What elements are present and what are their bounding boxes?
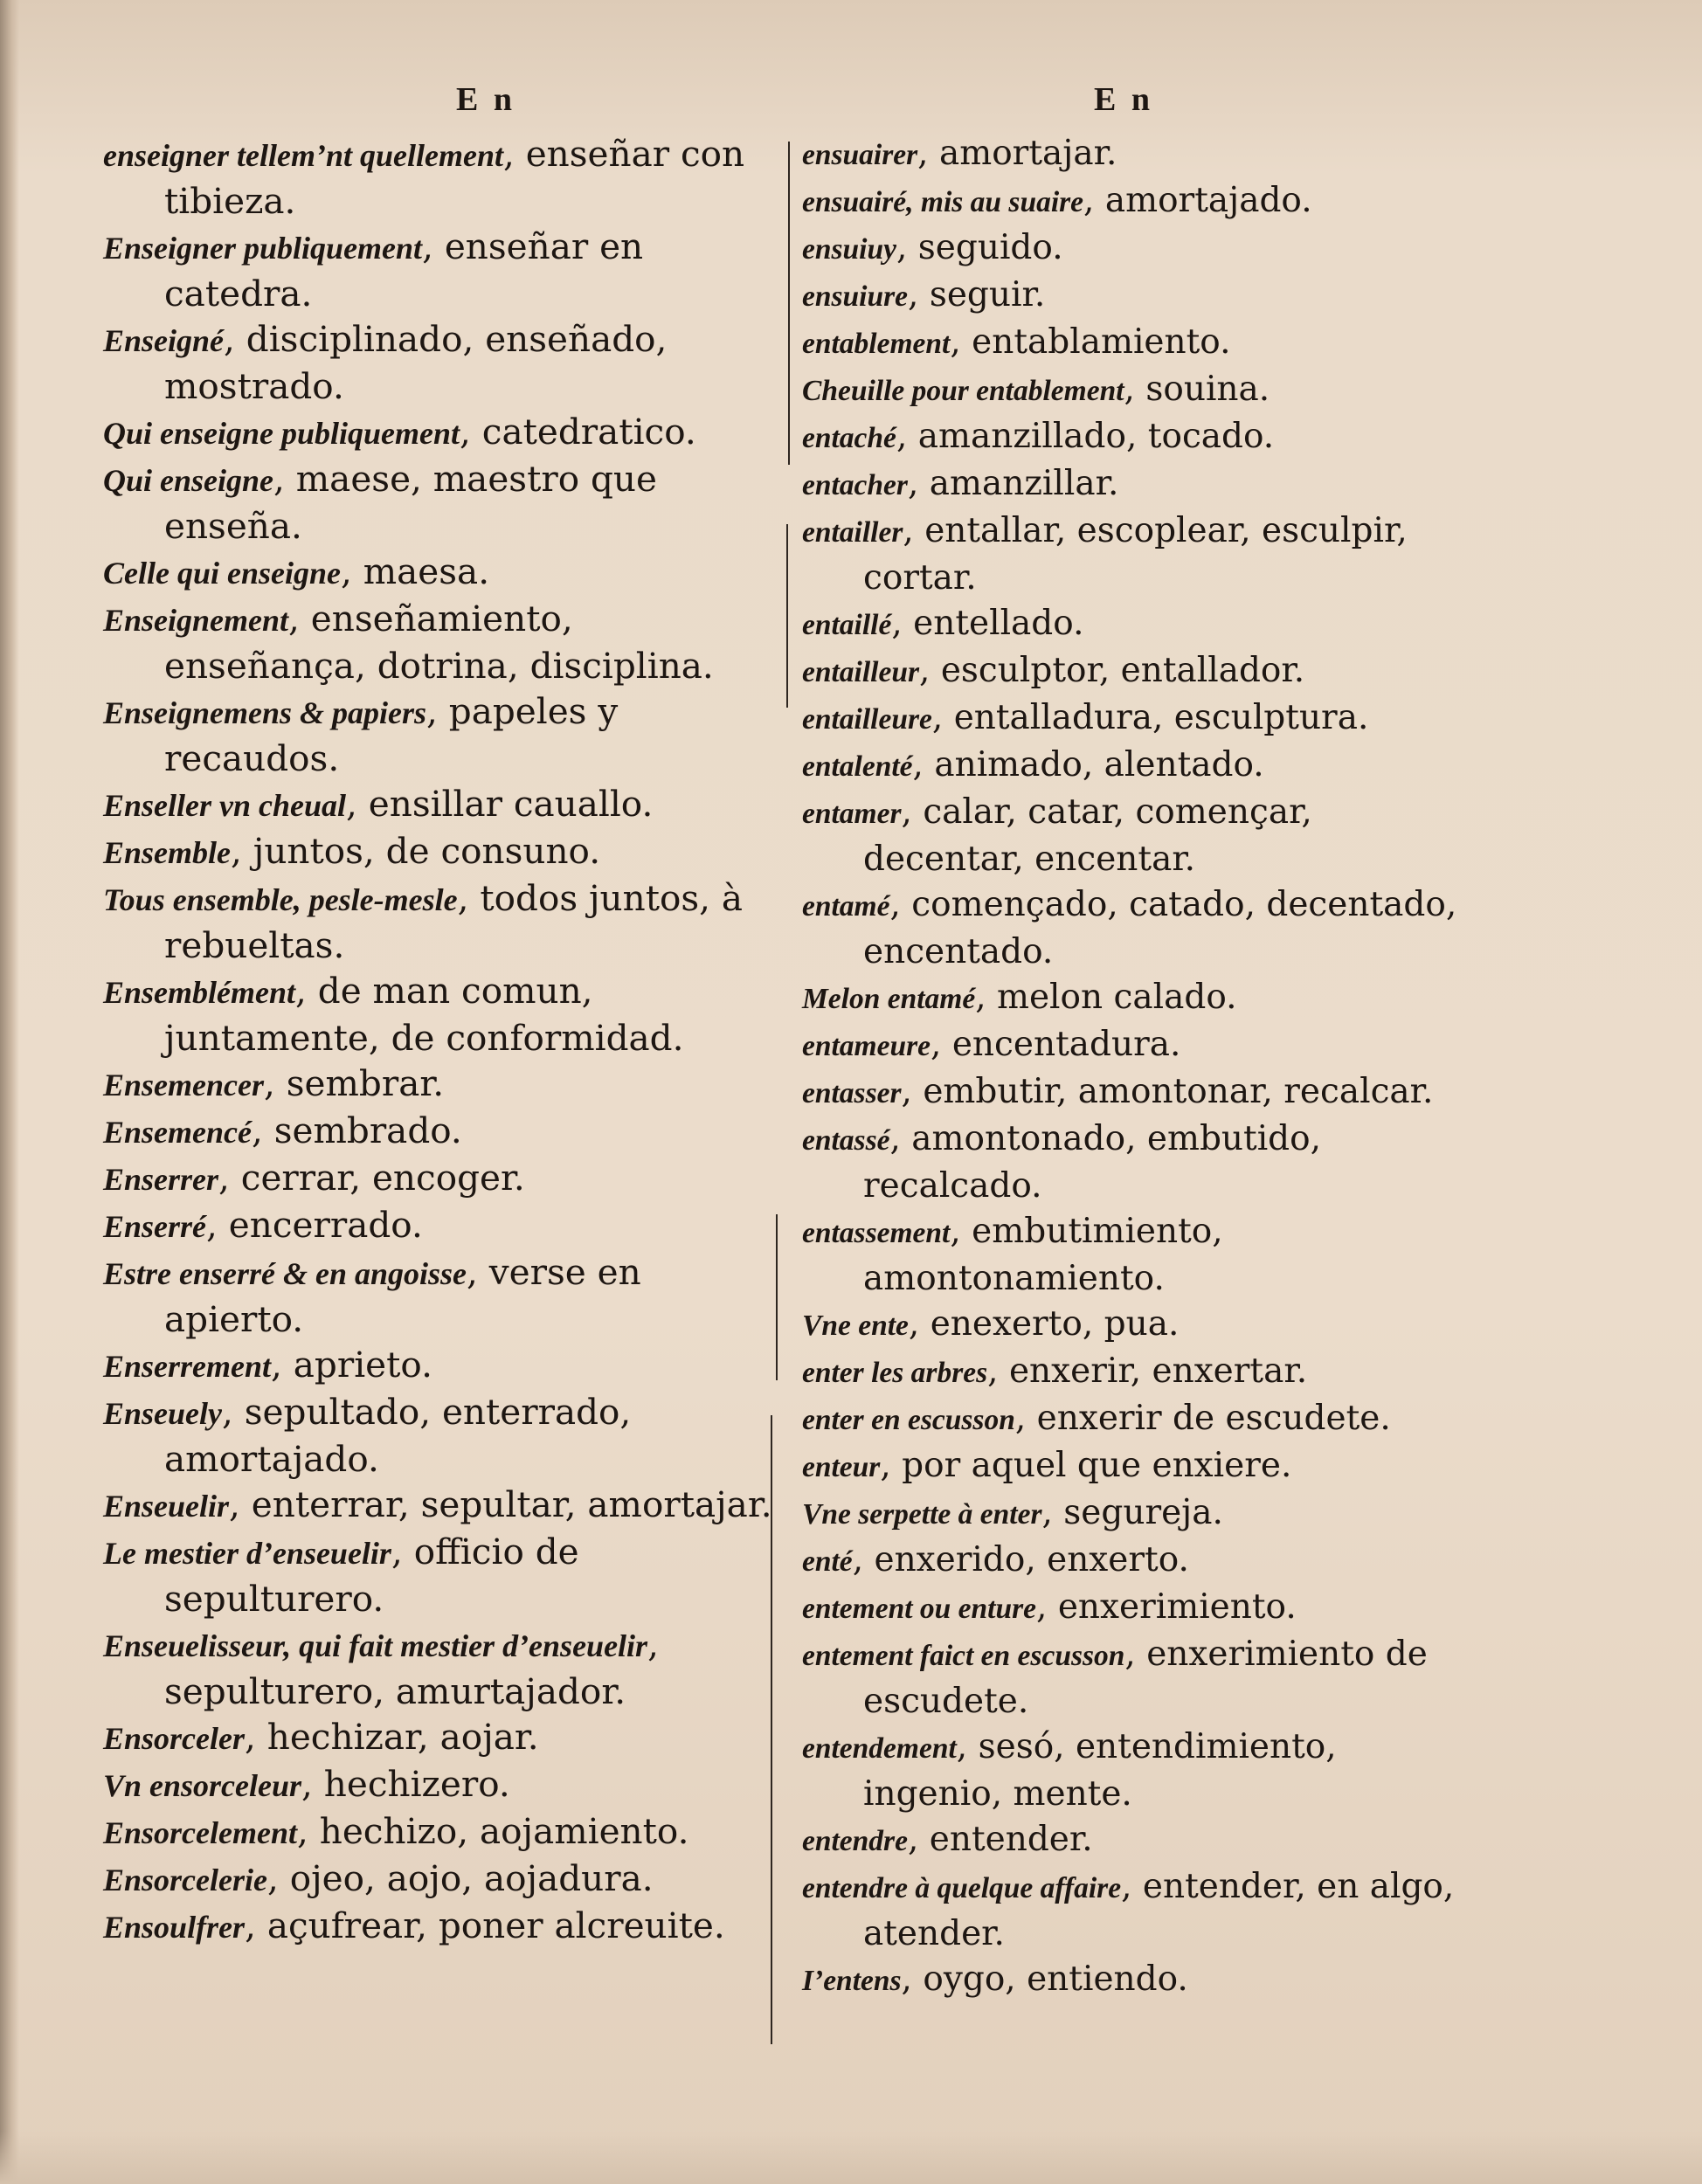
entry-headword: ensuiuy: [802, 233, 896, 266]
dictionary-entry: [103, 688, 774, 781]
entry-definition: souina.: [1145, 370, 1270, 409]
entry-separator: ,: [426, 690, 449, 732]
entry-separator: ,: [460, 411, 482, 453]
dictionary-entry: [103, 1621, 774, 1714]
entry-separator: ,: [206, 1204, 229, 1246]
dictionary-entry: [802, 1864, 1466, 1957]
entry-separator: ,: [218, 1157, 241, 1199]
dictionary-entry: [802, 1396, 1466, 1443]
entry-headword: Qui enseigne: [103, 463, 274, 498]
entry-separator: ,: [907, 464, 930, 503]
dictionary-entry: [802, 508, 1466, 601]
entry-separator: ,: [880, 1446, 903, 1485]
entry-separator: ,: [391, 1531, 414, 1572]
entry-definition: enxerido, enxerto.: [874, 1540, 1189, 1579]
entry-separator: ,: [346, 783, 369, 825]
entry-headword: Ensemencé: [103, 1115, 252, 1150]
entry-separator: ,: [896, 417, 918, 456]
entry-separator: ,: [229, 1483, 252, 1525]
dictionary-entry: [802, 1069, 1466, 1116]
entry-definition: ojeo, aojo, aojadura.: [289, 1857, 654, 1899]
entry-definition: hechizero.: [323, 1763, 510, 1805]
entry-definition: embutimiento, amontonamiento.: [863, 1212, 1235, 1298]
entry-definition: disciplinado, enseñado, mostrado.: [164, 318, 679, 407]
entry-separator: ,: [288, 598, 311, 639]
entry-headword: Le mestier d’enseuelir: [103, 1536, 391, 1571]
dictionary-entry: [103, 316, 774, 409]
entry-definition: entallar, escoplear, esculpir, cortar.: [863, 511, 1419, 598]
entry-definition: cerrar, encoger.: [240, 1157, 525, 1199]
entry-definition: començado, catado, decentado, encentado.: [863, 885, 1468, 971]
entry-definition: maesa.: [363, 550, 490, 592]
entry-headword: entailler: [802, 516, 903, 549]
column-rule: [786, 524, 788, 708]
entry-definition: entellado.: [913, 604, 1084, 643]
dictionary-entry: [103, 781, 774, 828]
entry-separator: ,: [852, 1540, 875, 1579]
dictionary-entry: [103, 456, 774, 549]
dictionary-entry: [802, 178, 1466, 225]
dictionary-entry: [103, 1389, 774, 1482]
entry-headword: Ensoulfrer: [103, 1910, 246, 1945]
entry-definition: melon calado.: [997, 978, 1237, 1017]
entry-separator: ,: [908, 275, 930, 314]
dictionary-entry: [103, 1108, 774, 1155]
entry-definition: esculptor, entallador.: [940, 651, 1305, 690]
entry-headword: Ensorceler: [103, 1721, 245, 1756]
entry-separator: ,: [647, 1623, 670, 1665]
entry-definition: enseñar en catedra.: [164, 225, 655, 314]
entry-headword: Ensemencer: [103, 1068, 264, 1102]
entry-definition: amanzillado, tocado.: [917, 417, 1275, 456]
dictionary-entry: [802, 695, 1466, 743]
entry-separator: ,: [956, 1727, 979, 1766]
entry-definition: amortajado.: [1104, 181, 1312, 220]
entry-separator: ,: [422, 225, 445, 267]
entry-headword: Enseigné: [103, 323, 225, 358]
entry-definition: papeles y recaudos.: [164, 690, 630, 779]
entry-headword: Melon entamé: [802, 983, 976, 1015]
entry-separator: ,: [231, 830, 253, 872]
entry-headword: entamé: [802, 890, 890, 923]
entry-separator: ,: [891, 604, 914, 643]
entry-headword: enter en escusson: [802, 1404, 1015, 1436]
entry-definition: entender.: [929, 1820, 1093, 1859]
entry-headword: entailleure: [802, 703, 932, 736]
entry-definition: seguido.: [917, 228, 1063, 267]
dictionary-entry: [103, 875, 774, 968]
entry-definition: enexerto, pua.: [930, 1304, 1180, 1344]
dictionary-entry: [802, 601, 1466, 648]
dictionary-entry: [103, 1856, 774, 1903]
dictionary-entry: [802, 225, 1466, 273]
entry-separator: ,: [457, 877, 481, 919]
entry-separator: ,: [1036, 1587, 1058, 1627]
entry-separator: ,: [912, 745, 935, 784]
entry-definition: ensillar cauallo.: [368, 783, 654, 825]
entry-headword: Enserré: [103, 1209, 207, 1244]
entry-definition: entablamiento.: [972, 322, 1231, 362]
dictionary-entry: [802, 1022, 1466, 1069]
column-rule: [788, 142, 790, 465]
entry-definition: hechizar, aojar.: [266, 1716, 539, 1758]
entry-separator: ,: [896, 228, 918, 267]
entry-separator: ,: [919, 651, 941, 690]
entry-definition: segureja.: [1063, 1493, 1223, 1532]
entry-separator: ,: [950, 1212, 972, 1251]
dictionary-entry: [103, 549, 774, 596]
entry-headword: Ensemble: [103, 835, 232, 870]
dictionary-entry: [802, 1632, 1466, 1724]
entry-separator: ,: [931, 1025, 952, 1064]
right-column: [802, 131, 1466, 2004]
entry-definition: de man comun, juntamente, de conformidad.: [164, 970, 684, 1059]
entry-separator: ,: [273, 458, 296, 500]
dictionary-entry: [802, 1116, 1466, 1209]
entry-headword: Vn ensorceleur: [103, 1768, 302, 1803]
entry-headword: entalenté: [802, 750, 913, 783]
entry-separator: ,: [341, 550, 363, 592]
entry-headword: entement faict en escusson: [802, 1640, 1125, 1672]
entry-separator: ,: [917, 134, 939, 173]
entry-separator: ,: [1124, 370, 1146, 409]
entry-headword: Enserrer: [103, 1162, 219, 1197]
dictionary-entry: [103, 1761, 774, 1808]
entry-headword: entablement: [802, 328, 951, 360]
entry-definition: animado, alentado.: [934, 745, 1264, 784]
entry-definition: encerrado.: [228, 1204, 423, 1246]
entry-definition: todos juntos, à rebueltas.: [164, 877, 754, 966]
entry-separator: ,: [224, 318, 246, 360]
dictionary-entry: [802, 461, 1466, 508]
entry-definition: sembrado.: [273, 1109, 462, 1151]
entry-headword: Enseignemens & papiers: [103, 695, 427, 730]
entry-separator: ,: [907, 1820, 930, 1859]
entry-headword: Enseller vn cheual: [103, 788, 347, 823]
entry-separator: ,: [903, 511, 925, 550]
entry-headword: entailleur: [802, 656, 920, 688]
entry-separator: ,: [301, 1763, 324, 1805]
entry-separator: ,: [1041, 1493, 1064, 1532]
entry-headword: entasser: [802, 1077, 902, 1109]
entry-separator: ,: [1124, 1635, 1147, 1674]
entry-definition: enseñamiento, enseñança, dotrina, disciplina.: [164, 598, 714, 687]
dictionary-entry: [103, 1529, 774, 1621]
entry-headword: entassement: [802, 1217, 951, 1249]
entry-definition: juntos, de consuno.: [253, 830, 601, 872]
entry-definition: officio de sepulturero.: [164, 1531, 591, 1620]
entry-separator: ,: [251, 1109, 274, 1151]
entry-headword: entamer: [802, 798, 902, 830]
entry-headword: Vne serpette à enter: [802, 1498, 1042, 1531]
entry-headword: Enseuely: [103, 1396, 223, 1431]
entry-headword: Qui enseigne publiquement: [103, 416, 460, 451]
dictionary-entry: [802, 1724, 1466, 1817]
entry-separator: ,: [295, 970, 318, 1012]
entry-headword: entameure: [802, 1030, 931, 1062]
dictionary-entry: [802, 975, 1466, 1022]
left-column: [103, 131, 774, 1950]
entry-separator: ,: [1014, 1399, 1037, 1438]
entry-headword: entement ou enture: [802, 1593, 1037, 1625]
entry-separator: ,: [889, 1119, 912, 1158]
entry-definition: maese, maestro que enseña.: [164, 458, 668, 547]
entry-separator: ,: [975, 978, 997, 1017]
entry-headword: enté: [802, 1545, 853, 1578]
dictionary-entry: [802, 1585, 1466, 1632]
entry-definition: enterrar, sepultar, amortajar.: [251, 1483, 772, 1525]
entry-definition: enxerimiento de escudete.: [863, 1635, 1439, 1721]
dictionary-entry: [802, 1490, 1466, 1538]
entry-separator: ,: [901, 1959, 924, 1999]
dictionary-entry: [802, 1538, 1466, 1585]
entry-headword: ensuairé, mis au suaire: [802, 186, 1084, 218]
dictionary-entry: [103, 596, 774, 688]
entry-definition: entalladura, esculptura.: [953, 698, 1369, 737]
dictionary-entry: [802, 1349, 1466, 1396]
entry-definition: hechizo, aojamiento.: [319, 1810, 689, 1852]
entry-separator: ,: [271, 1344, 294, 1386]
dictionary-entry: [103, 1155, 774, 1202]
entry-headword: entendre: [802, 1825, 908, 1857]
entry-headword: entaillé: [802, 609, 892, 641]
dictionary-entry: [103, 1342, 774, 1389]
entry-headword: Estre enserré & en angoisse: [103, 1256, 467, 1291]
entry-headword: entendement: [802, 1732, 957, 1765]
entry-definition: amortajar.: [938, 134, 1117, 173]
entry-definition: entender, en algo, atender.: [863, 1867, 1465, 1953]
entry-definition: verse en apierto.: [164, 1251, 653, 1340]
entry-definition: calar, catar, començar, decentar, encentar.: [863, 792, 1324, 879]
entry-separator: ,: [222, 1391, 245, 1433]
entry-definition: encentadura.: [951, 1025, 1181, 1064]
entry-headword: Enseigner publiquement: [103, 231, 423, 266]
dictionary-entry: [802, 1443, 1466, 1490]
entry-headword: entassé: [802, 1124, 890, 1157]
entry-headword: Celle qui enseigne: [103, 556, 341, 591]
entry-headword: entacher: [802, 469, 908, 501]
entry-definition: por aquel que enxiere.: [902, 1446, 1292, 1485]
dictionary-entry: [802, 1209, 1466, 1302]
entry-definition: enseñar con tibieza.: [164, 133, 757, 222]
dictionary-entry: [103, 1202, 774, 1249]
entry-definition: oygo, entiendo.: [923, 1959, 1188, 1999]
entry-definition: sembrar.: [286, 1062, 445, 1104]
entry-separator: ,: [266, 1857, 290, 1899]
entry-definition: amontonado, embutido, recalcado.: [863, 1119, 1332, 1206]
running-head-left: E n: [456, 81, 515, 118]
dictionary-entry: [802, 1817, 1466, 1864]
dictionary-entry: [103, 1714, 774, 1761]
entry-separator: ,: [950, 322, 972, 362]
entry-headword: Ensemblément: [103, 975, 296, 1010]
entry-definition: sepultado, enterrado, amortajado.: [164, 1391, 643, 1480]
entry-headword: enter les arbres: [802, 1357, 988, 1389]
entry-separator: ,: [1121, 1867, 1143, 1906]
entry-headword: Ensorcelement: [103, 1815, 297, 1850]
dictionary-entry: [103, 131, 774, 224]
entry-separator: ,: [931, 698, 954, 737]
entry-definition: embutir, amontonar, recalcar.: [923, 1072, 1434, 1111]
dictionary-entry: [802, 882, 1466, 975]
dictionary-entry: [103, 968, 774, 1061]
page-bottom-shadow: [0, 2132, 1702, 2184]
entry-definition: amanzillar.: [929, 464, 1119, 503]
dictionary-entry: [103, 1061, 774, 1108]
entry-headword: Cheuille pour entablement: [802, 375, 1124, 407]
entry-separator: ,: [502, 133, 526, 175]
entry-definition: enxerir, enxertar.: [1008, 1351, 1308, 1391]
dictionary-entry: [802, 273, 1466, 320]
entry-headword: Ensorcelerie: [103, 1863, 267, 1897]
entry-separator: ,: [889, 885, 912, 924]
dictionary-entry: [103, 828, 774, 875]
dictionary-entry: [802, 743, 1466, 790]
entry-headword: entendre à quelque affaire: [802, 1872, 1122, 1904]
entry-separator: ,: [1083, 181, 1105, 220]
dictionary-entry: [802, 790, 1466, 882]
entry-definition: açufrear, poner alcreuite.: [266, 1904, 725, 1946]
dictionary-entry: [103, 1808, 774, 1856]
entry-headword: ensuairer: [802, 139, 918, 171]
column-rule: [776, 1214, 778, 1380]
entry-headword: Enseuelisseur, qui fait mestier d’enseuelir: [103, 1628, 648, 1663]
entry-separator: ,: [987, 1351, 1009, 1391]
dictionary-entry: [103, 409, 774, 456]
entry-headword: Vne ente: [802, 1310, 909, 1342]
entry-headword: I’entens: [802, 1965, 902, 1997]
entry-separator: ,: [467, 1251, 489, 1293]
dictionary-entry: [103, 1903, 774, 1950]
entry-separator: ,: [245, 1904, 267, 1946]
entry-definition: aprieto.: [293, 1344, 432, 1386]
entry-definition: seguir.: [929, 275, 1046, 314]
dictionary-entry: [103, 1482, 774, 1529]
entry-headword: entaché: [802, 422, 896, 454]
entry-headword: Enseignement: [103, 603, 289, 638]
entry-separator: ,: [245, 1716, 267, 1758]
dictionary-entry: [103, 224, 774, 316]
entry-separator: ,: [908, 1304, 931, 1344]
dictionary-entry: [802, 131, 1466, 178]
dictionary-entry: [802, 1302, 1466, 1349]
page-gutter-edge: [0, 0, 19, 2184]
dictionary-entry: [802, 367, 1466, 414]
entry-definition: enxerimiento.: [1057, 1587, 1297, 1627]
entry-headword: ensuiure: [802, 280, 909, 313]
entry-headword: Tous ensemble, pesle-mesle: [103, 882, 458, 917]
entry-separator: ,: [297, 1810, 320, 1852]
dictionary-entry: [802, 320, 1466, 367]
entry-separator: ,: [901, 1072, 924, 1111]
entry-definition: sepulturero, amurtajador.: [164, 1670, 626, 1712]
entry-headword: enseigner tellem’nt quellement: [103, 138, 503, 173]
entry-definition: enxerir de escudete.: [1036, 1399, 1391, 1438]
entry-separator: ,: [264, 1062, 287, 1104]
entry-definition: sesó, entendimiento, ingenio, mente.: [863, 1727, 1348, 1814]
dictionary-entry: [802, 1957, 1466, 2004]
entry-definition: catedratico.: [481, 411, 696, 453]
entry-headword: Enseuelir: [103, 1489, 230, 1524]
running-head-right: E n: [1094, 81, 1153, 118]
dictionary-entry: [802, 648, 1466, 695]
entry-headword: Enserrement: [103, 1349, 272, 1384]
entry-headword: enteur: [802, 1451, 881, 1483]
entry-separator: ,: [901, 792, 924, 832]
dictionary-entry: [802, 414, 1466, 461]
dictionary-entry: [103, 1249, 774, 1342]
